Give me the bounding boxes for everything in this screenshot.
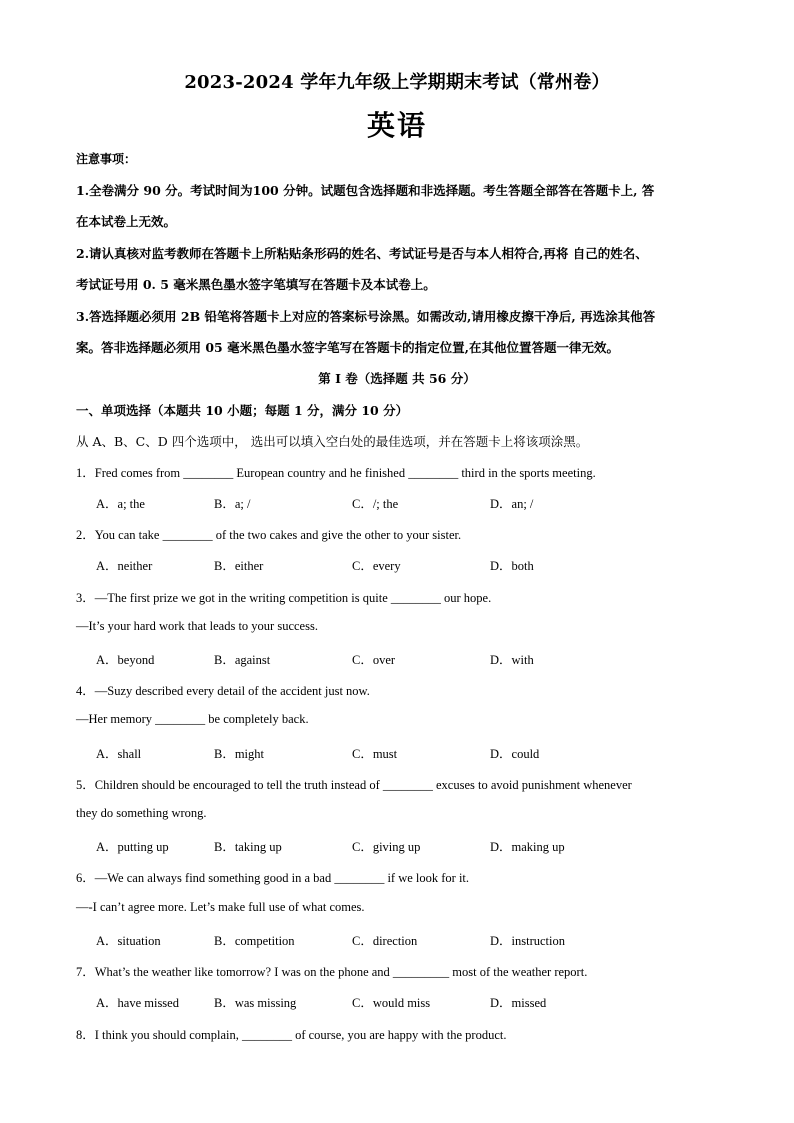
question-4-option-b[interactable]: B．might — [214, 747, 265, 761]
question-4-option-a[interactable]: A．shall — [96, 747, 142, 761]
section-title: 第 I 卷（选择题 共 56 分） — [318, 371, 476, 386]
question-1-option-a[interactable]: A．a; the — [96, 497, 145, 511]
question-4-stem: 4．—Suzy described every detail of the accident just now. — [76, 684, 370, 698]
question-4-option-c[interactable]: C．must — [352, 747, 398, 761]
question-3-option-d[interactable]: D．with — [490, 653, 534, 667]
question-3-reply: —It’s your hard work that leads to your success. — [76, 619, 318, 633]
question-2-option-a[interactable]: A．neither — [96, 559, 153, 573]
note-line: 2.请认真核对监考教师在答题卡上所粘贴条形码的姓名、考试证号是否与本人相符合,再将 自己的姓名、 — [76, 246, 648, 261]
question-3-option-b[interactable]: B．against — [214, 653, 271, 667]
question-2-option-b[interactable]: B．either — [214, 559, 264, 573]
question-6-stem: 6．—We can always find something good in a bad ________ if we look for it. — [76, 871, 470, 885]
question-4-option-d[interactable]: D．could — [490, 747, 540, 761]
note-line: 考试证号用 0. 5 毫米黑色墨水签字笔填写在答题卡及本试卷上。 — [76, 277, 436, 292]
exam-title: 2023-2024 学年九年级上学期期末考试（常州卷） — [184, 72, 610, 93]
notes-heading: 注意事项： — [76, 152, 137, 166]
question-2-stem: 2．You can take ________ of the two cakes and give the other to your sister. — [76, 528, 462, 542]
question-6-option-c[interactable]: C．direction — [352, 934, 418, 948]
question-3-option-c[interactable]: C．over — [352, 653, 396, 667]
question-6-option-b[interactable]: B．competition — [214, 934, 295, 948]
question-3-stem: 3．—The first prize we got in the writing competition is quite ________ our hope. — [76, 591, 492, 605]
note-line: 案。答非选择题必须用 05 毫米黑色墨水签字笔写在答题卡的指定位置,在其他位置答题一律无效。 — [76, 340, 619, 355]
question-3-option-a[interactable]: A．beyond — [96, 653, 155, 667]
note-line: 在本试卷上无效。 — [76, 214, 177, 229]
question-7-stem: 7．What’s the weather like tomorrow? I was on the phone and _________ most of the weather report. — [76, 965, 588, 979]
question-7-option-d[interactable]: D．missed — [490, 996, 547, 1010]
part-heading: 一、单项选择（本题共 10 小题；每题 1 分，满分 10 分） — [76, 403, 409, 418]
note-line: 1.全卷满分 90 分。考试时间为100 分钟。试题包含选择题和非选择题。考生答题全部答在答题卡上, 答 — [76, 183, 655, 198]
question-1-stem: 1．Fred comes from ________ European country and he finished ________ third in the sports meeting. — [76, 466, 596, 480]
question-1-option-c[interactable]: C．/; the — [352, 497, 399, 511]
question-7-option-a[interactable]: A．have missed — [96, 996, 179, 1010]
question-5-option-b[interactable]: B．taking up — [214, 840, 282, 854]
question-5-stem-cont: they do something wrong. — [76, 806, 207, 820]
question-6-option-a[interactable]: A．situation — [96, 934, 161, 948]
question-5-stem: 5．Children should be encouraged to tell the truth instead of ________ excuses to avoid punishment whenever — [76, 778, 632, 792]
question-7-option-c[interactable]: C．would miss — [352, 996, 431, 1010]
question-1-option-b[interactable]: B．a; / — [214, 497, 251, 511]
question-7-option-b[interactable]: B．was missing — [214, 996, 297, 1010]
question-6-option-d[interactable]: D．instruction — [490, 934, 565, 948]
subject-title: 英语 — [366, 109, 427, 142]
question-1-option-d[interactable]: D．an; / — [490, 497, 534, 511]
question-8-stem: 8．I think you should complain, ________ of course, you are happy with the product. — [76, 1028, 507, 1042]
question-6-reply: —-I can’t agree more. Let’s make full use of what comes. — [76, 900, 365, 914]
question-5-option-a[interactable]: A．putting up — [96, 840, 169, 854]
part-instruction: 从 A、B、C、D 四个选项中， 选出可以填入空白处的最佳选项，并在答题卡上将该项涂黑。 — [76, 434, 589, 449]
question-5-option-c[interactable]: C．giving up — [352, 840, 421, 854]
question-2-option-d[interactable]: D．both — [490, 559, 534, 573]
question-5-option-d[interactable]: D．making up — [490, 840, 565, 854]
question-2-option-c[interactable]: C．every — [352, 559, 401, 573]
question-4-reply: —Her memory ________ be completely back. — [76, 712, 309, 726]
note-line: 3.答选择题必须用 2B 铅笔将答题卡上对应的答案标号涂黑。如需改动,请用橡皮擦干净后, 再选涂其他答 — [76, 309, 656, 324]
